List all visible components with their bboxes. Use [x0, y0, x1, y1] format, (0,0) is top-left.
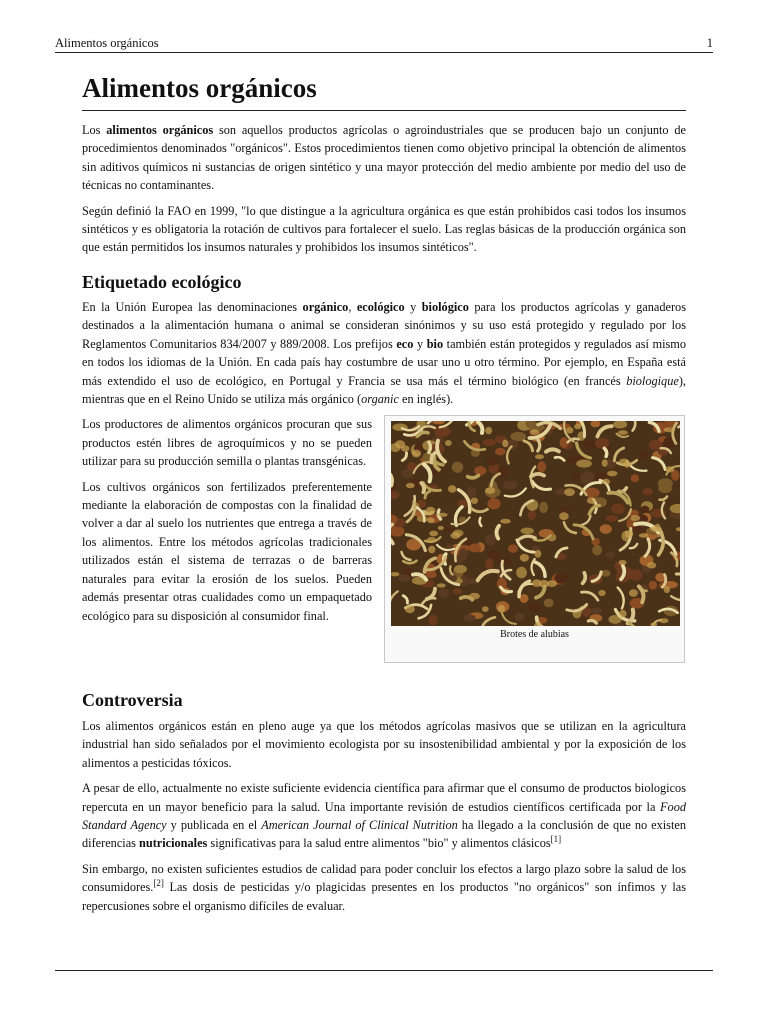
float-block: [82, 415, 686, 665]
figure-caption: Brotes de alubias: [500, 629, 569, 641]
page-title: Alimentos orgánicos: [82, 70, 686, 111]
running-header: [55, 36, 713, 53]
figure-bean-sprouts: [384, 415, 685, 663]
controversia-paragraph-1: Los alimentos orgánicos están en pleno auge ya que los métodos agrícolas masivos que se utilizan en la agricultura industrial han sido señalados por el movimiento ecologista por su insostenibilidad ambiental y por la exposición de los alimentos a pesticidas tóxicos.: [82, 719, 686, 770]
section-etiquetado: [82, 270, 686, 665]
controversia-paragraph-3: Sin embargo, no existen suficientes estudios de calidad para poder concluir los efectos a largo plazo sobre la salud de los consumidores.[2] Las dosis de pesticidas y/o plagicidas presentes en los productos "no orgánicos" son ínfimos y las repercusiones sobre el organismo difíciles de evaluar.: [82, 861, 686, 913]
section-heading: Etiquetado ecológico: [82, 272, 242, 292]
section-heading: Controversia: [82, 690, 183, 710]
etiquetado-paragraph-3: Los cultivos orgánicos son fertilizados preferentemente mediante la elaboración de compostas con la finalidad de volver a dar al suelo los nutrientes que entrega a través de los alimentos. Entre los métodos agrícolas tradicionales utilizados están el sistema de terrazas o de barreras naturales para evitar la erosión de los suelos. Pueden además presentar otras cualidades como un empaquetado ecológico para su disposición al consumidor final.: [82, 479, 372, 623]
reference-link-2[interactable]: [2]: [153, 878, 164, 889]
bean-sprouts-image: [391, 421, 680, 626]
section-controversia: [82, 688, 686, 922]
controversia-paragraph-2: A pesar de ello, actualmente no existe suficiente evidencia científica para afirmar que el consumo de productos biologicos repercuta en un mayor beneficio para la salud. Una importante revisión de estudios científicos certificada por la Food Standard Agency y publicada en el American Journal of Clinical Nutrition ha llegado a la conclusión de que no existen diferencias nutricionales significativas para la salud entre alimentos "bio" y alimentos clásicos[1]: [82, 781, 686, 851]
etiquetado-paragraph-1: En la Unión Europea las denominaciones orgánico, ecológico y biológico para los productos agrícolas y ganaderos destinados a la alimentación humana o animal se consideran sinónimos y su uso está protegido y regulado por los Reglamentos Comunitarios 834/2007 y 889/2008. Los prefijos eco y bio también están protegidos y regulados así mismo en todos los idiomas de la Unión. En cada país hay costumbre de usar uno u otro término. Por ejemplo, en España está más extendido el uso de ecológico, en Portugal y Francia se usa más el término biológico (en francés biologique), mientras que en el Reino Unido se utiliza más orgánico (organic en inglés).: [82, 300, 686, 407]
bold-term: alimentos orgánicos: [106, 123, 214, 137]
reference-link-1[interactable]: [1]: [550, 834, 562, 845]
etiquetado-paragraph-2: Los productores de alimentos orgánicos procuran que sus productos estén libres de agroquímicos y no se pueden utilizar para su producción semilla o plantas transgénicas.: [82, 417, 372, 469]
running-title: Alimentos orgánicos: [55, 36, 159, 50]
intro-paragraph-2: Según definió la FAO en 1999, "lo que distingue a la agricultura orgánica es que están prohibidos casi todos los insumos sintéticos y es obligatoria la rotación de cultivos para fortalecer el suelo. Las reglas básicas de la producción orgánica son que están permitidos los insumos naturales y prohibidos los insumos sintéticos".: [82, 203, 686, 255]
page-number: 1: [706, 36, 713, 50]
float-text: [82, 415, 372, 631]
footer-rule: [55, 970, 713, 971]
intro-section: [82, 121, 686, 264]
intro-paragraph-1: Los alimentos orgánicos son aquellos productos agrícolas o agroindustriales que se producen bajo un conjunto de procedimientos denominados "orgánicos". Estos procedimientos tienen como objetivo principal la obtención de alimentos sin aditivos químicos ni sustancias de origen sintético y una mayor protección del medio ambiente por medio del uso de técnicas no contaminantes.: [82, 123, 686, 193]
